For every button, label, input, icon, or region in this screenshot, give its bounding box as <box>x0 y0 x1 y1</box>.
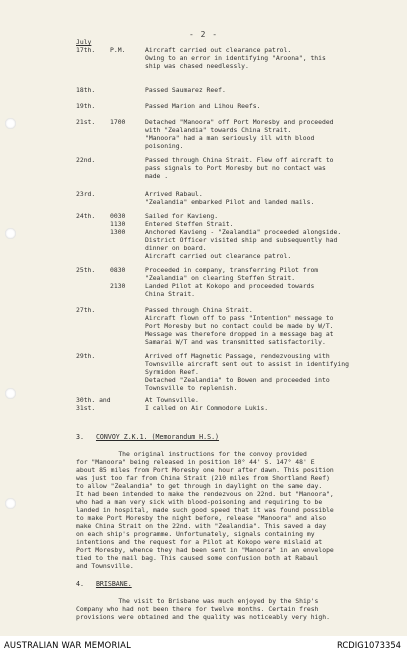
entry-day: 19th. <box>76 102 96 110</box>
entry-line: Entered Steffen Strait. <box>145 220 234 228</box>
section-3-heading <box>76 433 219 441</box>
entry-line: Sailed for Kavieng. <box>145 212 219 220</box>
entry-line: China Strait. <box>145 290 196 298</box>
entry-line: "Zealandia" on clearing Steffen Strait. <box>145 274 296 282</box>
entry-text <box>145 396 385 412</box>
entry-line: I called on Air Commodore Lukis. <box>145 404 269 412</box>
entry-line: dinner on board. <box>145 244 207 252</box>
section-4-heading <box>76 580 132 588</box>
entry-day: 21st. <box>76 118 96 126</box>
entry-line: Aircraft carried out clearance patrol. <box>145 46 292 54</box>
entry-line: Passed Saumarez Reef. <box>145 86 226 94</box>
entry-day: 27th. <box>76 306 96 314</box>
entry-line: Port Moresby but no contact could be made by W/T. <box>145 322 334 330</box>
entry-line: Townsville to replenish. <box>145 384 238 392</box>
entry-line: "Zealandia" embarked Pilot and landed mails. <box>145 198 315 206</box>
entry-line: with "Zealandia" towards China Strait. <box>145 126 292 134</box>
entry-times <box>110 266 142 290</box>
paragraph-line: intentions and the request for a Pilot at Kokopo were mislaid at <box>76 538 323 546</box>
paragraph-line: Company who had not been there for twelve months. Certain fresh <box>76 605 319 613</box>
entry-line: Arrived off Magnetic Passage, rendezvousing with <box>145 352 330 360</box>
entry-line: pass signals to Port Moresby but no contact was <box>145 164 326 172</box>
entry-text <box>145 118 385 150</box>
entry-month: July <box>76 38 92 46</box>
entry-day: 31st. <box>76 404 96 412</box>
paragraph-line: was just too far from China Strait (210 miles from Shortland Reef) <box>76 474 330 482</box>
page-number: - 2 - <box>188 30 219 39</box>
punch-hole <box>5 498 16 509</box>
entry-line: At Townsville. <box>145 396 199 404</box>
archive-name: AUSTRALIAN WAR MEMORIAL <box>4 640 131 650</box>
entry-day: 25th. <box>76 266 96 274</box>
entry-time: P.M. <box>110 46 126 54</box>
entry-line: "Manoora" had a man seriously ill with blood <box>145 134 315 142</box>
entry-line: ship was chased needlessly. <box>145 62 249 70</box>
section-number: 3. <box>76 433 84 441</box>
entry-day: 24th. <box>76 212 96 220</box>
paragraph-line: provisions were obtained and the quality was noticeably very high. <box>76 613 330 621</box>
punch-hole <box>5 388 16 399</box>
entry-day: 18th. <box>76 86 96 94</box>
entry-time: 1700 <box>110 118 126 126</box>
section-title: CONVOY Z.K.1. (Memorandum H.S.) <box>95 433 220 441</box>
entry-time: 0830 <box>110 266 126 274</box>
entry-text <box>145 266 385 298</box>
entry-line: made . <box>145 172 169 180</box>
entry-text <box>145 190 385 206</box>
entry-line: Townsville aircraft sent out to assist in identifying <box>145 360 349 368</box>
section-number: 4. <box>76 580 84 588</box>
entry-text <box>145 86 385 94</box>
paragraph-line: to make Port Moresby the night before, release "Manoora" and also <box>76 514 327 522</box>
entry-line: Passed through China Strait. Flew off aircraft to <box>145 156 334 164</box>
entry-text <box>145 306 385 346</box>
entry-text <box>145 46 385 70</box>
entry-times <box>110 118 142 126</box>
paragraph-line: for "Manoora" being released in position 10° 44' S. 147° 48' E <box>76 458 315 466</box>
entry-date <box>76 396 122 412</box>
entry-date <box>76 190 122 198</box>
entry-time: 1130 <box>110 220 126 228</box>
entry-line: Anchored Kavieng - "Zealandia" proceeded alongside. <box>145 228 342 236</box>
entry-time: 2130 <box>110 282 126 290</box>
paragraph-line: The original instructions for the convoy provided <box>76 450 307 458</box>
section-4-paragraph <box>76 597 396 621</box>
entry-date <box>76 352 122 360</box>
section-3-paragraph <box>76 450 396 570</box>
entry-time <box>110 274 142 282</box>
entry-day: 23rd. <box>76 190 96 198</box>
section-title: BRISBANE. <box>95 580 132 588</box>
entry-time: 0030 <box>110 212 126 220</box>
entry-line: Passed Marion and Lihou Reefs. <box>145 102 261 110</box>
entry-time: 1300 <box>110 228 126 236</box>
paragraph-line: about 85 miles from Port Moresby one hour after dawn. This position <box>76 466 334 474</box>
entry-line: Syrmidon Reef. <box>145 368 199 376</box>
paragraph-line: to allow "Zealandia" to get through in daylight on the same day. <box>76 482 323 490</box>
entry-line: Owing to an error in identifying "Aroona", this <box>145 54 326 62</box>
entry-line: Landed Pilot at Kokopo and proceeded towards <box>145 282 315 290</box>
entry-line: Samarai W/T and was transmitted satisfactorily. <box>145 338 326 346</box>
paragraph-line: The visit to Brisbane was much enjoyed by the Ship's <box>76 597 319 605</box>
punch-hole <box>5 228 16 239</box>
entry-line: Aircraft flown off to pass "Intention" message to <box>145 314 334 322</box>
entry-line: poisoning. <box>145 142 184 150</box>
entry-date <box>76 86 122 94</box>
entry-line: Aircraft carried out clearance patrol. <box>145 252 292 260</box>
entry-line: Detached "Zealandia" to Bowen and proceeded into <box>145 376 330 384</box>
entry-line: Message was therefore dropped in a message bag at <box>145 330 334 338</box>
entry-line: District Officer visited ship and subsequently had <box>145 236 338 244</box>
paragraph-line: make China Strait on the 22nd. with "Zealandia". This saved a day <box>76 522 327 530</box>
paragraph-line: Port Moresby, whence they had been sent in "Manoora" in an envelope <box>76 546 334 554</box>
paragraph-line: and Townsville. <box>76 562 134 570</box>
entry-times <box>110 212 142 236</box>
entry-text <box>145 156 385 180</box>
paragraph-line: who had a man very sick with blood-poisoning and requiring to be <box>76 498 323 506</box>
entry-times <box>110 46 142 54</box>
entry-line: Proceeded in company, transferring Pilot from <box>145 266 319 274</box>
paragraph-line: on each ship's programme. Unfortunately, signals containing my <box>76 530 315 538</box>
entry-day: 29th. <box>76 352 96 360</box>
entry-text <box>145 352 385 392</box>
entry-day: 22nd. <box>76 156 96 164</box>
punch-hole <box>5 118 16 129</box>
entry-date <box>76 102 122 110</box>
entry-line: Arrived Rabaul. <box>145 190 203 198</box>
paragraph-line: landed in hospital, made such good speed that it was found possible <box>76 506 334 514</box>
entry-day: 17th. <box>76 46 96 54</box>
entry-date <box>76 156 122 164</box>
entry-day: 30th. and <box>76 396 111 404</box>
paragraph-line: It had been intended to make the rendezvous on 22nd. but "Manoora", <box>76 490 334 498</box>
entry-date <box>76 306 122 314</box>
entry-text <box>145 212 385 260</box>
entry-line: Detached "Manoora" off Port Moresby and proceeded <box>145 118 334 126</box>
archive-reference: RCDIG1073354 <box>337 640 401 650</box>
entry-line: Passed through China Strait. <box>145 306 253 314</box>
entry-text <box>145 102 385 110</box>
paragraph-line: tied to the mail bag. This caused some confusion both at Rabaul <box>76 554 319 562</box>
